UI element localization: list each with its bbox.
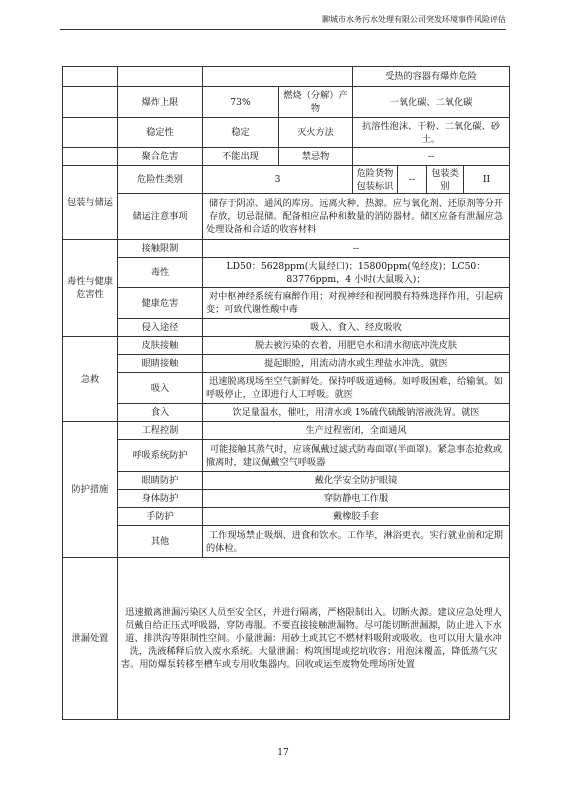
- entry-route-value: 吸入、食入、经皮吸收: [203, 319, 510, 337]
- inhalation-value: 迅速脱离现场至空气新鲜处。保持呼吸道通畅。如呼吸困难，给输氧。如呼吸停止，立即进行人工呼吸。就医: [203, 373, 510, 404]
- empty-cell: [63, 118, 118, 148]
- storage-precautions-label: 储运注意事项: [118, 194, 203, 240]
- page-header: 聊城市水务污水处理有限公司突发环境事件风险评估: [322, 15, 506, 24]
- health-hazard-label: 健康危害: [118, 288, 203, 319]
- empty-cell: [63, 67, 118, 87]
- leak-response-text: 迅速撤离泄漏污染区人员至安全区，并进行隔离，严格限制出入。切断火源。建议应急处理人员戴自给正压式呼吸器，穿防毒服。不要直接接触泄漏物。尽可能切断泄漏源，防止进入下水道、排洪沟等限制性空间。小量泄漏：用砂土或其它不燃材料吸附或吸收。也可以用大量水冲洗，洗液稀释后放入废水系统。大量泄漏：构筑围堤或挖坑收容；用泡沫覆盖，降低蒸气灾害。用防爆泵转移至槽车或专用收集器内。回收或运至废物处理场所处置: [118, 558, 510, 720]
- toxicity-category: 毒性与健康危害性: [63, 240, 118, 337]
- leak-response-category: 泄漏处置: [63, 558, 118, 720]
- toxicity-value: LD50：5628ppm(大鼠经口)；15800ppm(兔经皮)；LC50：83776ppm，4 小时(大鼠吸入)；: [203, 258, 510, 288]
- engineering-control-value: 生产过程密闭，全面通风: [203, 422, 510, 440]
- storage-precautions-text: 储存于阴凉、通风的库房。远离火种、热源。应与氧化剂、还原剂等分开存放，切忌混储。配备相应品种和数量的消防器材。储区应备有泄漏应急处理设备和合适的收容材料: [203, 194, 510, 240]
- hand-protection-value: 戴橡胶手套: [203, 508, 510, 526]
- empty-cell: [63, 148, 118, 166]
- ingestion-value: 饮足量温水，催吐，用清水或 1%硫代硫酸钠溶液洗胃。就医: [203, 404, 510, 422]
- empty-cell: [203, 67, 353, 87]
- first-aid-category: 急救: [63, 337, 118, 422]
- skin-contact-value: 脱去被污染的衣着，用肥皂水和清水彻底冲洗皮肤: [203, 337, 510, 355]
- explosion-hazard-cell: 受热的容器有爆炸危险: [353, 67, 510, 87]
- hazard-class-value: 3: [203, 166, 353, 194]
- body-protection-label: 身体防护: [118, 490, 203, 508]
- respiratory-protection-value: 可能接触其蒸气时，应该佩戴过滤式防毒面罩(半面罩)。紧急事态抢救或撤离时，建议佩戴空气呼吸器: [203, 440, 510, 472]
- protection-category: 防护措施: [63, 422, 118, 558]
- toxicity-label: 毒性: [118, 258, 203, 288]
- stability-label: 稳定性: [118, 118, 203, 148]
- packaging-category: 包装与储运: [63, 166, 118, 240]
- respiratory-protection-label: 呼吸系统防护: [118, 440, 203, 472]
- extinguishing-method-value: 抗溶性泡沫、干粉、二氧化碳、砂土。: [353, 118, 510, 148]
- dangerous-goods-mark-value: --: [398, 166, 427, 194]
- empty-cell: [118, 67, 203, 87]
- body-protection-value: 穿防静电工作服: [203, 490, 510, 508]
- exposure-limit-value: --: [203, 240, 510, 258]
- other-protection-value: 工作现场禁止吸烟、进食和饮水。工作毕，淋浴更衣。实行就业前和定期的体检。: [203, 526, 510, 558]
- upper-explosive-limit-label: 爆炸上限: [118, 87, 203, 118]
- stability-value: 稳定: [203, 118, 279, 148]
- other-protection-label: 其他: [118, 526, 203, 558]
- hazard-class-label: 危险性类别: [118, 166, 203, 194]
- msds-table: [62, 66, 510, 720]
- extinguishing-method-label: 灭火方法: [279, 118, 353, 148]
- combustion-products-label: 燃烧（分解）产物: [279, 87, 353, 118]
- health-hazard-value: 对中枢神经系统有麻醉作用；对视神经和视网膜有特殊选择作用，引起病变；可致代谢性酸中毒: [203, 288, 510, 319]
- page-number: 17: [277, 748, 289, 758]
- dangerous-goods-mark-label: 危险货物包装标识: [353, 166, 398, 194]
- hand-protection-label: 手防护: [118, 508, 203, 526]
- combustion-products-value: 一氧化碳、二氧化碳: [353, 87, 510, 118]
- polymerization-hazard-label: 聚合危害: [118, 148, 203, 166]
- packing-group-value: II: [464, 166, 510, 194]
- header-rule: [60, 29, 506, 30]
- inhalation-label: 吸入: [118, 373, 203, 404]
- skin-contact-label: 皮肤接触: [118, 337, 203, 355]
- eye-contact-value: 提起眼睑，用流动清水或生理盐水冲洗。就医: [203, 355, 510, 373]
- eye-contact-label: 眼睛接触: [118, 355, 203, 373]
- eye-protection-value: 戴化学安全防护眼镜: [203, 472, 510, 490]
- incompatible-materials-label: 禁忌物: [279, 148, 353, 166]
- ingestion-label: 食入: [118, 404, 203, 422]
- empty-cell: [63, 87, 118, 118]
- upper-explosive-limit-value: 73%: [203, 87, 279, 118]
- polymerization-hazard-value: 不能出现: [203, 148, 279, 166]
- eye-protection-label: 眼睛防护: [118, 472, 203, 490]
- entry-route-label: 侵入途径: [118, 319, 203, 337]
- engineering-control-label: 工程控制: [118, 422, 203, 440]
- incompatible-materials-value: --: [353, 148, 510, 166]
- packing-group-label: 包装类别: [427, 166, 464, 194]
- exposure-limit-label: 接触限制: [118, 240, 203, 258]
